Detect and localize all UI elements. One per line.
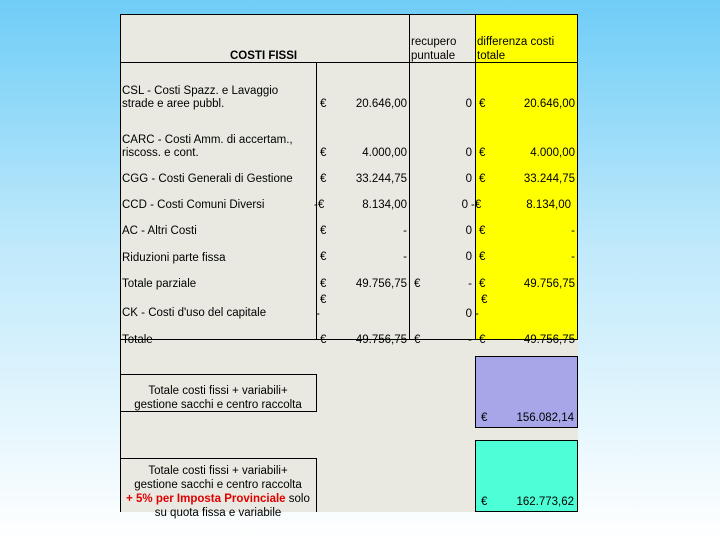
summary-1-label-2: gestione sacchi e centro raccolta	[134, 399, 302, 411]
row-label: riscoss. e cont.	[122, 147, 199, 159]
recupero-value: 0	[465, 98, 472, 110]
summary-2-label-3b: solo	[285, 493, 310, 505]
parziale-label: Totale parziale	[122, 278, 197, 290]
currency: €	[479, 173, 486, 185]
totale-label: Totale	[122, 334, 153, 346]
totale-value: 49.756,75	[523, 334, 575, 346]
header-recupero-2: puntuale	[411, 50, 456, 62]
summary-1-value: 156.082,14	[516, 412, 574, 424]
dash: -	[475, 308, 479, 320]
summary-2-label-2: gestione sacchi e centro raccolta	[134, 479, 302, 491]
header-recupero: recupero	[411, 36, 457, 48]
currency: €	[479, 251, 486, 263]
amount: 4.000,00	[362, 147, 407, 159]
recupero-value: -	[468, 278, 472, 290]
header-differenza-2: totale	[477, 50, 506, 62]
totale-value: 20.646,00	[523, 98, 575, 110]
currency: €	[320, 225, 327, 237]
currency: €	[481, 294, 488, 306]
summary-2-label: Totale costi fissi + variabili+	[148, 465, 288, 477]
header-differenza: differenza costi	[477, 36, 555, 48]
currency: €	[320, 294, 327, 306]
recupero-value: -	[468, 334, 472, 346]
grid-line	[120, 458, 317, 459]
amount: 49.756,75	[355, 334, 407, 346]
summary-2-label-4: su quota fissa e variabile	[154, 507, 282, 519]
totale-value: -	[571, 251, 575, 263]
row-label: CSL - Costi Spazz. e Lavaggio	[122, 85, 279, 97]
grid-line	[316, 458, 317, 512]
row-label: strade e aree pubbl.	[122, 98, 225, 110]
recupero-value: 0	[465, 173, 472, 185]
dash: -	[316, 308, 320, 320]
recupero-value: 0	[465, 147, 472, 159]
amount: -	[403, 225, 407, 237]
currency: €	[320, 98, 327, 110]
row-label: AC - Altri Costi	[122, 225, 197, 237]
grid-line	[120, 14, 121, 512]
currency: €	[479, 98, 486, 110]
grid-line	[120, 374, 317, 375]
amount: -	[403, 251, 407, 263]
currency: €	[320, 278, 327, 290]
row-label: CGG - Costi Generali di Gestione	[122, 173, 293, 185]
row-label: CCD - Costi Comuni Diversi	[122, 199, 265, 211]
currency: -€	[471, 199, 482, 211]
recupero-value: 0	[465, 308, 472, 320]
amount: 33.244,75	[355, 173, 407, 185]
currency: €	[320, 251, 327, 263]
currency: €	[479, 334, 486, 346]
currency: €	[414, 334, 421, 346]
currency: €	[320, 147, 327, 159]
currency: €	[481, 412, 488, 424]
totale-value: 4.000,00	[530, 147, 575, 159]
totale-value: 8.134,00	[526, 199, 571, 211]
currency: €	[479, 278, 486, 290]
grid-line	[120, 62, 578, 63]
totale-value: 33.244,75	[523, 173, 575, 185]
row-label: Riduzioni parte fissa	[122, 252, 226, 264]
grid-line	[316, 374, 317, 412]
amount: 49.756,75	[355, 278, 407, 290]
cost-sheet	[120, 14, 578, 519]
header-costi-fissi: COSTI FISSI	[230, 50, 298, 62]
amount: 8.134,00	[362, 199, 407, 211]
recupero-value: 0	[465, 251, 472, 263]
currency: €	[479, 225, 486, 237]
totale-value: 49.756,75	[523, 278, 575, 290]
summary-2-value: 162.773,62	[516, 496, 574, 508]
currency: €	[320, 334, 327, 346]
currency: €	[320, 173, 327, 185]
summary-2-label-3	[120, 493, 316, 506]
amount: 20.646,00	[355, 98, 407, 110]
totale-value: -	[571, 225, 575, 237]
currency: €	[414, 278, 421, 290]
row-label: CARC - Costi Amm. di accertam.,	[122, 134, 293, 146]
ck-label: CK - Costi d'uso del capitale	[122, 307, 267, 319]
currency: €	[481, 496, 488, 508]
grid-line	[120, 14, 578, 15]
summary-1-label: Totale costi fissi + variabili+	[148, 385, 288, 397]
imposta-provinciale-note: + 5% per Imposta Provinciale	[126, 493, 286, 505]
currency: €	[479, 147, 486, 159]
recupero-value: 0	[461, 199, 468, 211]
recupero-value: 0	[465, 225, 472, 237]
currency: -€	[314, 199, 325, 211]
